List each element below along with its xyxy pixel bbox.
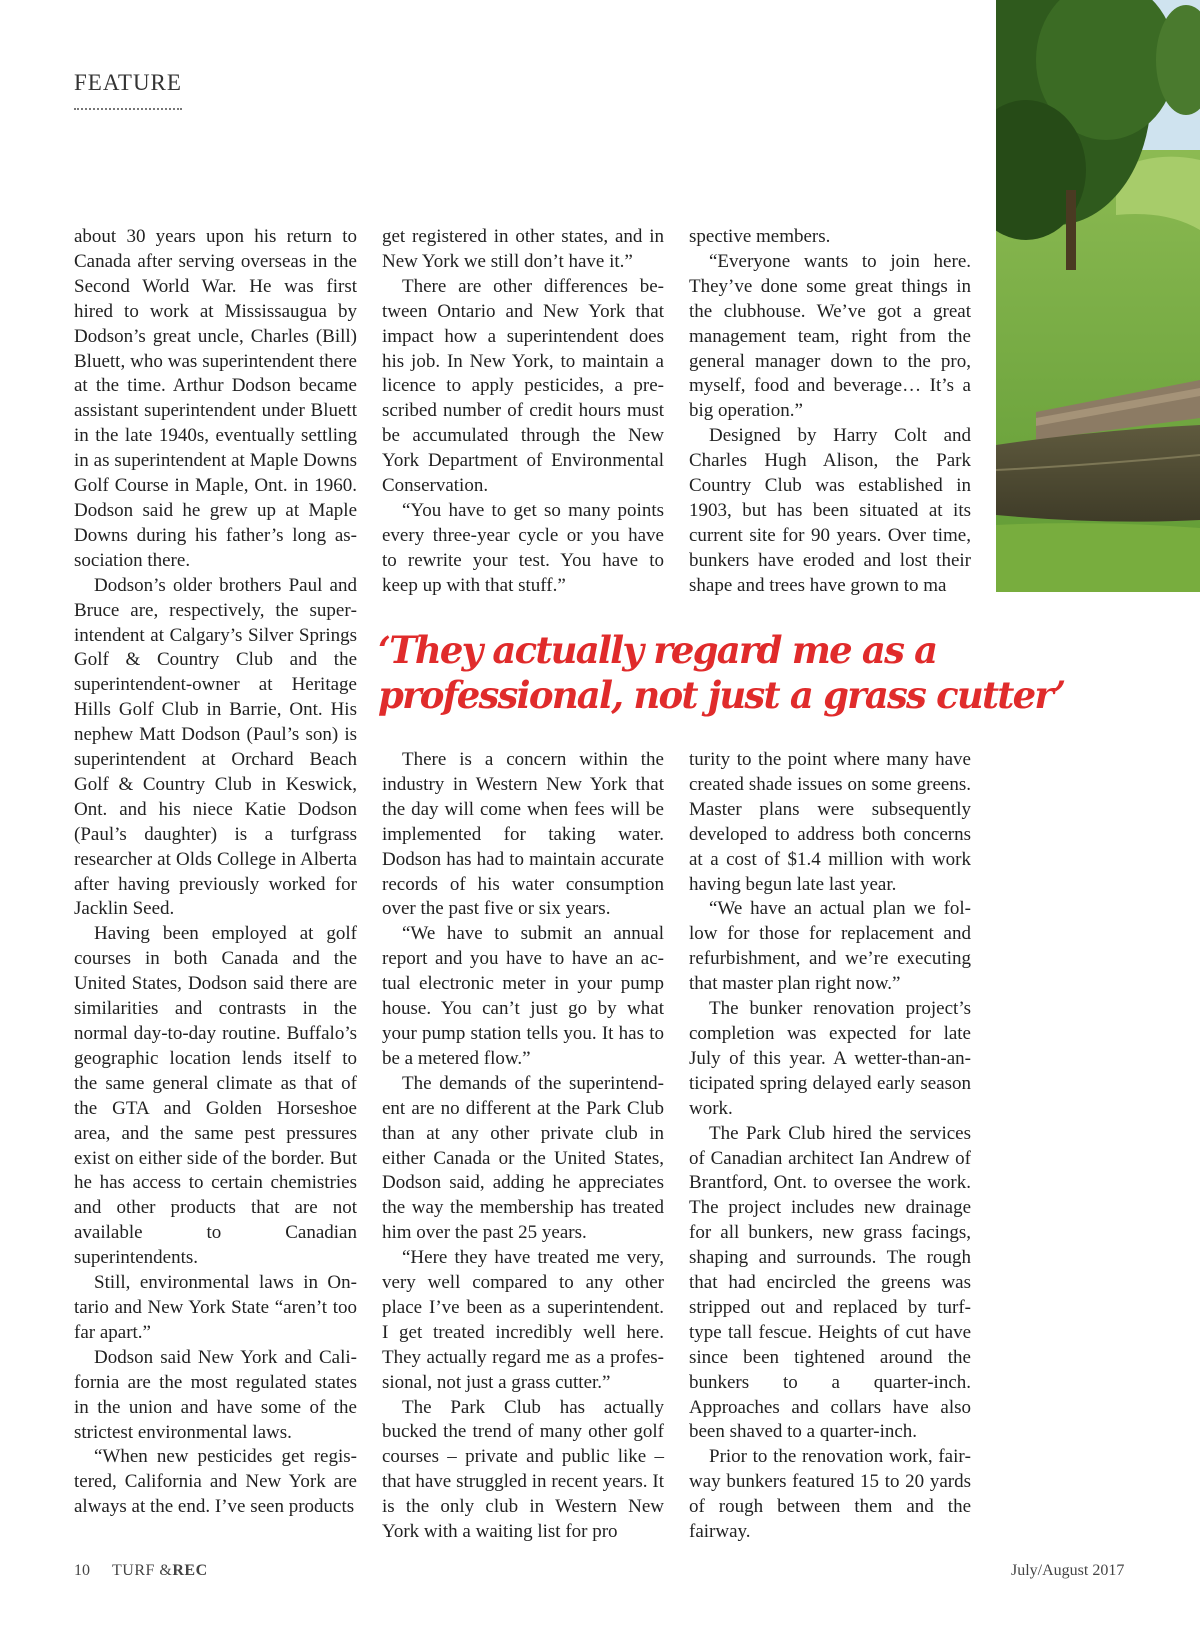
paragraph: spective members. xyxy=(689,226,831,247)
issue-date: July/August 2017 xyxy=(1011,1562,1125,1579)
golf-course-photo xyxy=(996,0,1200,592)
paragraph: about 30 years upon his return to Canada after serving overseas in the Second World War. He was first hired to work at Mississaugua by Dodson’s great uncle, Charles (Bill) Bluett, who was superintendent there at the time. Arthur Dodson became assistant superintendent under Bluett in the late 1940s, eventually settling in as superintendent at Maple Downs Golf Course in Maple, Ont. in 1960. Dodson said he grew up at Maple Downs during his father’s long association there. xyxy=(74,226,357,571)
paragraph: The Park Club hired the services of Canadian architect Ian Andrew of Brantford, Ont. to oversee the work. The project includes new drainage for all bunkers, new grass facings, shaping and surrounds. The rough that had encircled the greens was stripped out and replaced by turf-type tall fescue. Heights of cut have since been tightened around the bunkers to a quarter-inch. Approaches and collars have also been shaved to a quarter-inch. xyxy=(689,1122,971,1443)
magazine-name-part2: REC xyxy=(172,1562,208,1579)
paragraph: turity to the point where many have created shade issues on some greens. Master plans were subsequently developed to address both concerns at a cost of $1.4 million with work having begun late last year. xyxy=(689,749,971,895)
article-column-2-top xyxy=(382,225,664,599)
paragraph: Dodson’s older brothers Paul and Bruce are, respectively, the superintendent at Calgary’s Silver Springs Golf & Country Club and the superintendent-owner at Heritage Hills Golf Club in Barrie, Ont. His nephew Matt Dodson (Paul’s son) is superintendent at Orchard Beach Golf & Country Club in Keswick, Ont. and his niece Katie Dodson (Paul’s daughter) is a turfgrass researcher at Olds College in Alberta after having previously worked for Jacklin Seed. xyxy=(74,574,357,920)
pull-quote: ‘They actually regard me as a professional, not just a grass cutter’ xyxy=(378,628,1065,717)
article-column-1 xyxy=(74,225,357,1520)
paragraph: “You have to get so many points every three-year cycle or you have to rewrite your test. You have to keep up with that stuff.” xyxy=(382,499,664,596)
paragraph: “Everyone wants to join here. They’ve done some great things in the clubhouse. We’ve got a great management team, right from the general manager down to the pro, myself, food and beverage… It’s a big operation.” xyxy=(689,250,971,422)
paragraph: “We have to submit an annual report and you have to have an actual electronic meter in your pump house. You can’t just go by what your pump station tells you. It has to be a metered flow.” xyxy=(382,923,664,1069)
article-column-3-bottom xyxy=(689,748,971,1545)
paragraph: Prior to the renovation work, fairway bunkers featured 15 to 20 yards of rough between them and the fairway. xyxy=(689,1446,971,1543)
article-column-3-top xyxy=(689,225,971,599)
paragraph: “When new pesticides get registered, California and New York are always at the end. I’ve seen products xyxy=(74,1446,357,1518)
paragraph: Having been employed at golf courses in both Canada and the United States, Dodson said there are similarities and contrasts in the normal day-to-day routine. Buffalo’s geographic location lends itself to the same general climate as that of the GTA and Golden Horseshoe area, and the same pest pressures exist on either side of the border. But he has access to certain chemistries and other products that are not available to Canadian superintendents. xyxy=(74,923,357,1269)
paragraph: Designed by Harry Colt and Charles Hugh Alison, the Park Country Club was established in 1903, but has been situated at its current site for 90 years. Over time, bunkers have eroded and lost their shape and trees have grown to ma xyxy=(689,425,971,596)
page-number: 10 xyxy=(74,1562,90,1579)
paragraph: The bunker renovation project’s completion was expected for late July of this year. A wetter-than-anticipated spring delayed early season work. xyxy=(689,998,971,1119)
article-column-2-bottom xyxy=(382,748,664,1545)
paragraph: The Park Club has actually bucked the trend of many other golf courses – private and public like – that have struggled in recent years. It is the only club in Western New York with a waiting list for pro xyxy=(382,1396,664,1543)
paragraph: “Here they have treated me very, very well compared to any other place I’ve been as a superintendent. I get treated incredibly well here. They actually regard me as a professional, not just a grass cutter.” xyxy=(382,1247,664,1393)
magazine-name-part1: TURF & xyxy=(112,1562,173,1579)
paragraph: Dodson said New York and California are the most regulated states in the union and have some of the strictest environmental laws. xyxy=(74,1346,357,1443)
paragraph: “We have an actual plan we follow for those for replacement and refurbishment, and we’re executing that master plan right now.” xyxy=(689,898,971,995)
paragraph: There are other differences between Ontario and New York that impact how a superintendent does his job. In New York, to maintain a licence to apply pesticides, a prescribed number of credit hours must be accumulated through the New York Department of Environmental Conservation. xyxy=(382,275,664,497)
paragraph: The demands of the superintendent are no different at the Park Club than at any other private club in either Canada or the United States, Dodson said, adding he appreciates the way the membership has treated him over the past 25 years. xyxy=(382,1072,664,1244)
paragraph: get registered in other states, and in New York we still don’t have it.” xyxy=(382,226,664,272)
section-divider xyxy=(74,108,182,110)
paragraph: Still, environmental laws in Ontario and New York State “aren’t too far apart.” xyxy=(74,1272,357,1343)
paragraph: There is a concern within the industry in Western New York that the day will come when fees will be implemented for taking water. Dodson has had to maintain accurate records of his water consumption over the past five or six years. xyxy=(382,749,664,920)
magazine-name xyxy=(112,1562,208,1580)
section-label: FEATURE xyxy=(74,70,182,95)
